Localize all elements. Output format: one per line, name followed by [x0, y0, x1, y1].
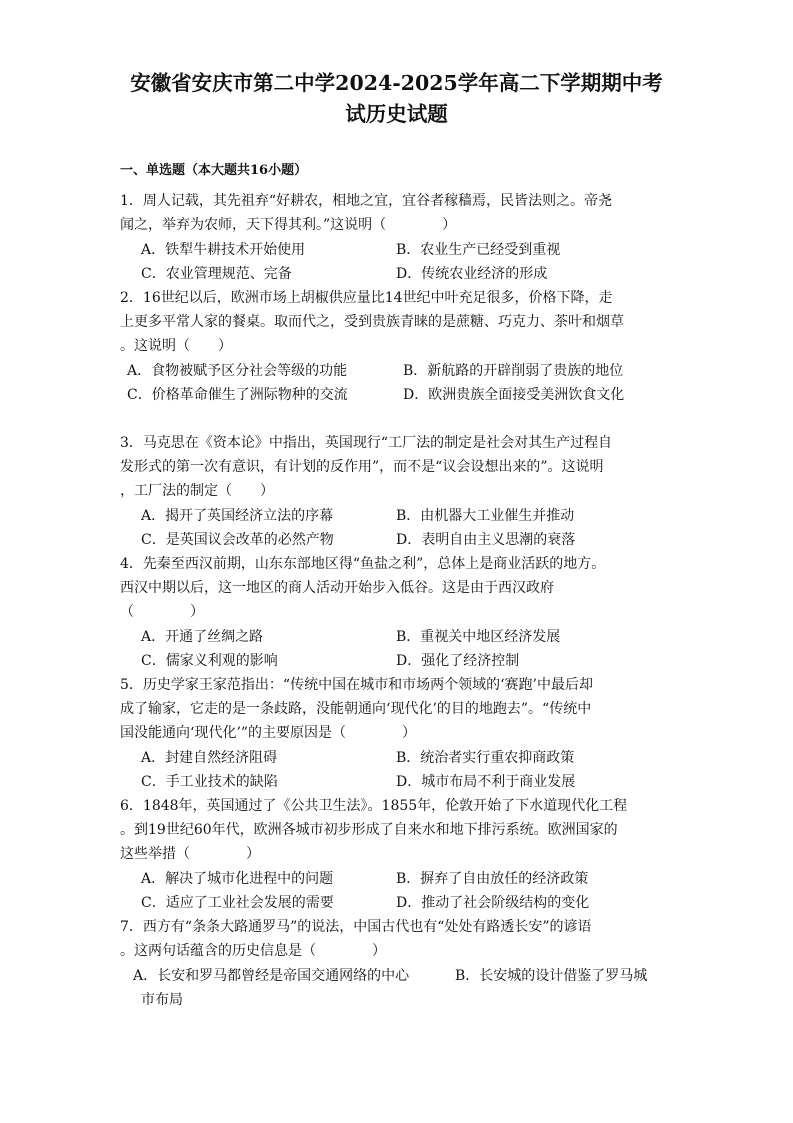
q5-stem-line-1: 5．历史学家王家范指出：“传统中国在城市和市场两个领域的‘赛跑’中最后却	[120, 677, 593, 693]
q3-option-b: B．由机器大工业催生并推动	[396, 508, 575, 524]
q4-stem-line-1: 4．先秦至西汉前期，山东东部地区得“鱼盐之利”，总体上是商业活跃的地方。	[120, 556, 606, 572]
q1-option-d: D．传统农业经济的形成	[396, 266, 548, 282]
q4-stem-line-2: 西汉中期以后，这一地区的商人活动开始步入低谷。这是由于西汉政府	[120, 580, 554, 596]
q3-option-d: D．表明自由主义思潮的衰落	[396, 532, 576, 548]
q4-option-b: B．重视关中地区经济发展	[396, 629, 561, 645]
q4-option-a: A．开通了丝绸之路	[141, 629, 264, 645]
q6-stem-line-3: 这些举措（ ）	[120, 846, 260, 862]
q7-stem-line-2: 。这两句话蕴含的历史信息是（ ）	[120, 943, 386, 959]
q4-stem-line-3: （ ）	[120, 604, 204, 620]
q7-stem-line-1: 7．西方有“条条大路通罗马”的说法，中国古代也有“处处有路透长安”的谚语	[120, 919, 592, 935]
q4-option-c: C．儒家义利观的影响	[141, 653, 278, 669]
q5-option-a: A．封建自然经济阻碍	[141, 750, 278, 766]
q7-option-b: B．长安城的设计借鉴了罗马城	[455, 968, 648, 984]
q2-option-a: A．食物被赋予区分社会等级的功能	[127, 363, 348, 379]
q5-stem-line-2: 成了输家，它走的是一条歧路，没能朝通向‘现代化’的目的地跑去”。“传统中	[120, 701, 592, 717]
q6-stem-line-1: 6．1848年，英国通过了《公共卫生法》。1855年，伦敦开始了下水道现代化工程	[120, 798, 628, 814]
q7-option-a: A．长安和罗马都曾经是帝国交通网络的中心	[133, 968, 410, 984]
q3-option-c: C．是英国议会改革的必然产物	[141, 532, 334, 548]
q7-option-b-continued: 市布局	[141, 992, 183, 1008]
q2-option-d: D．欧洲贵族全面接受美洲饮食文化	[403, 387, 625, 403]
q1-option-a: A．铁犁牛耕技术开始使用	[141, 242, 306, 258]
exam-title-line-1: 安徽省安庆市第二中学2024-2025学年高二下学期期中考	[130, 71, 663, 95]
q5-option-d: D．城市布局不利于商业发展	[396, 774, 576, 790]
q1-option-b: B．农业生产已经受到重视	[396, 242, 561, 258]
q4-option-d: D．强化了经济控制	[396, 653, 520, 669]
q2-stem-line-2: 上更多平常人家的餐桌。取而代之，受到贵族青睐的是蔗糖、巧克力、茶叶和烟草	[120, 314, 624, 330]
q3-stem-line-1: 3．马克思在《资本论》中指出，英国现行“工厂法的制定是社会对其生产过程自	[120, 435, 613, 451]
q2-option-c: C．价格革命催生了洲际物种的交流	[127, 387, 348, 403]
q1-stem-line-1: 1．周人记载，其先祖弃“好耕农，相地之宜，宜谷者稼穑焉，民皆法则之。帝尧	[120, 193, 613, 209]
q6-option-b: B．摒弃了自由放任的经济政策	[396, 871, 589, 887]
q5-option-b: B．统治者实行重农抑商政策	[396, 750, 575, 766]
q6-option-c: C．适应了工业社会发展的需要	[141, 895, 334, 911]
q2-stem-line-3: 。这说明（ ）	[120, 338, 232, 354]
q6-stem-line-2: 。到19世纪60年代，欧洲各城市初步形成了自来水和地下排污系统。欧洲国家的	[120, 822, 618, 838]
q3-stem-line-3: ，工厂法的制定（ ）	[120, 483, 274, 499]
q6-option-a: A．解决了城市化进程中的问题	[141, 871, 334, 887]
q5-option-c: C．手工业技术的缺陷	[141, 774, 278, 790]
q3-option-a: A．揭开了英国经济立法的序幕	[141, 508, 334, 524]
q5-stem-line-3: 国没能通向‘现代化’”的主要原因是（ ）	[120, 725, 417, 741]
q1-stem-line-2: 闻之，举弃为农师，天下得其利。”这说明（ ）	[120, 217, 457, 233]
q2-stem-line-1: 2．16世纪以后，欧洲市场上胡椒供应量比14世纪中叶充足很多，价格下降，走	[120, 290, 613, 306]
q1-option-c: C．农业管理规范、完备	[141, 266, 292, 282]
exam-title-line-2: 试历史试题	[345, 102, 448, 126]
q2-option-b: B．新航路的开辟削弱了贵族的地位	[403, 363, 624, 379]
q3-stem-line-2: 发形式的第一次有意识，有计划的反作用”，而不是“议会设想出来的”。这说明	[120, 459, 604, 475]
q6-option-d: D．推动了社会阶级结构的变化	[396, 895, 590, 911]
section-heading: 一、单选题（本大题共16小题）	[120, 163, 308, 178]
